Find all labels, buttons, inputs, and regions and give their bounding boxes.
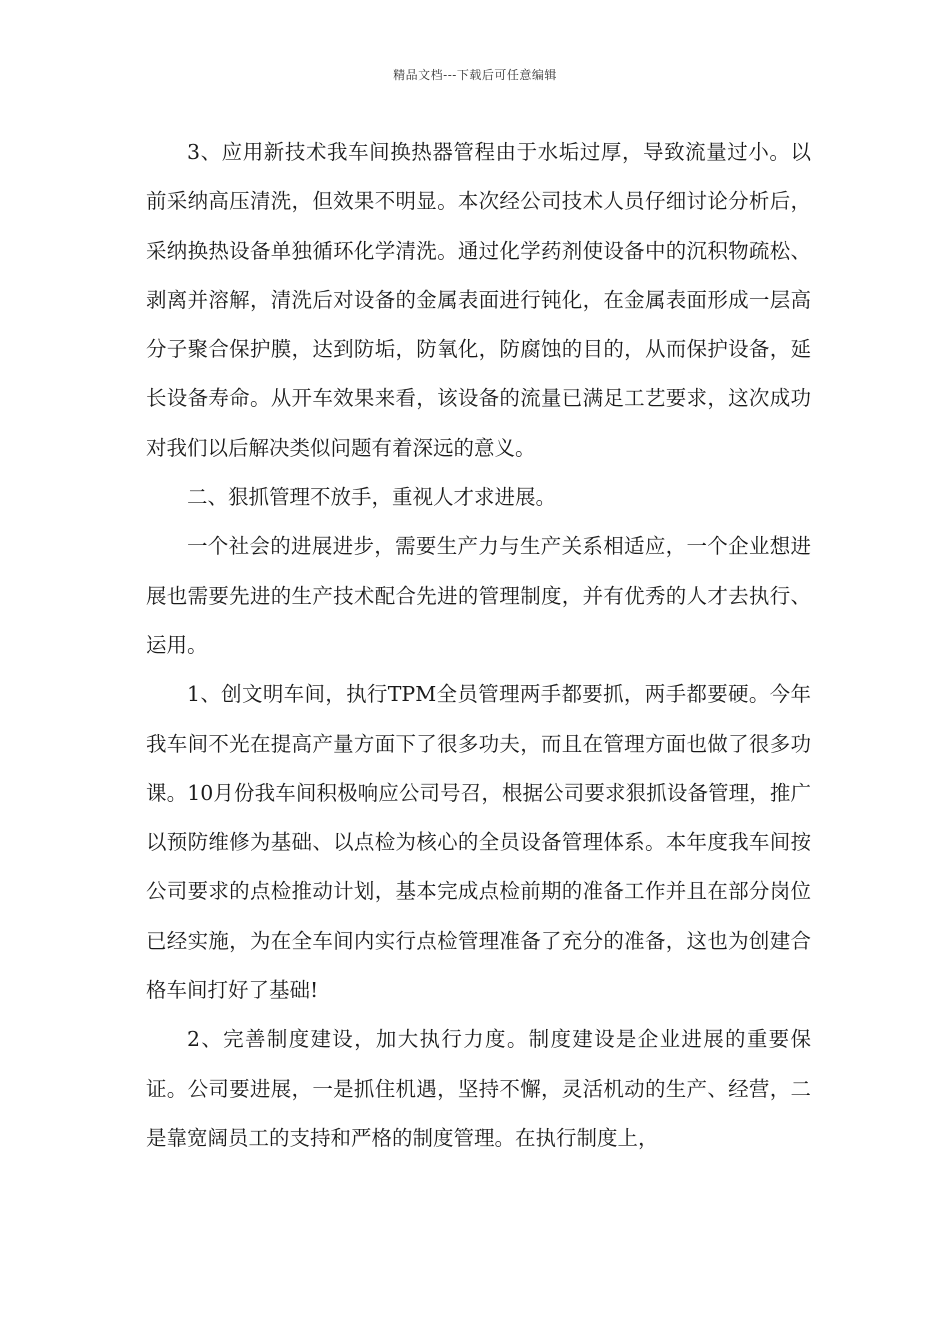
paragraph-tpm-management: 1、创文明车间，执行TPM全员管理两手都要抓，两手都要硬。今年我车间不光在提高产量方面下了很多功夫，而且在管理方面也做了很多功课。10月份我车间积极响应公司号召，根据公司要求狠抓设备管理，推广以预防维修为基础、以点检为核心的全员设备管理体系。本年度我车间按公司要求的点检推动计划，基本完成点检前期的准备工作并且在部分岗位已经实施，为在全车间内实行点检管理准备了充分的准备，这也为创建合格车间打好了基础! [146, 682, 811, 1003]
paragraph-heat-exchanger-cleaning: 3、应用新技术我车间换热器管程由于水垢过厚，导致流量过小。以前采纳高压清洗，但效果不明显。本次经公司技术人员仔细讨论分析后，采纳换热设备单独循环化学清洗。通过化学药剂使设备中的沉积物疏松、剥离并溶解，清洗后对设备的金属表面进行钝化，在金属表面形成一层高分子聚合保护膜，达到防垢，防氧化，防腐蚀的目的，从而保护设备，延长设备寿命。从开车效果来看，该设备的流量已满足工艺要求，这次成功对我们以后解决类似问题有着深远的意义。 [146, 140, 811, 460]
section-heading-management: 二、狠抓管理不放手，重视人才求进展。 [187, 485, 556, 510]
paragraph-system-construction: 2、完善制度建设，加大执行力度。制度建设是企业进展的重要保证。公司要进展，一是抓住机遇，坚持不懈，灵活机动的生产、经营，二是靠宽阔员工的支持和严格的制度管理。在执行制度上， [146, 1027, 811, 1150]
paragraph-society-progress: 一个社会的进展进步，需要生产力与生产关系相适应，一个企业想进展也需要先进的生产技术配合先进的管理制度，并有优秀的人才去执行、运用。 [146, 534, 811, 657]
document-body [146, 128, 811, 1163]
page-header: 精品文档---下载后可任意编辑 [393, 68, 557, 82]
